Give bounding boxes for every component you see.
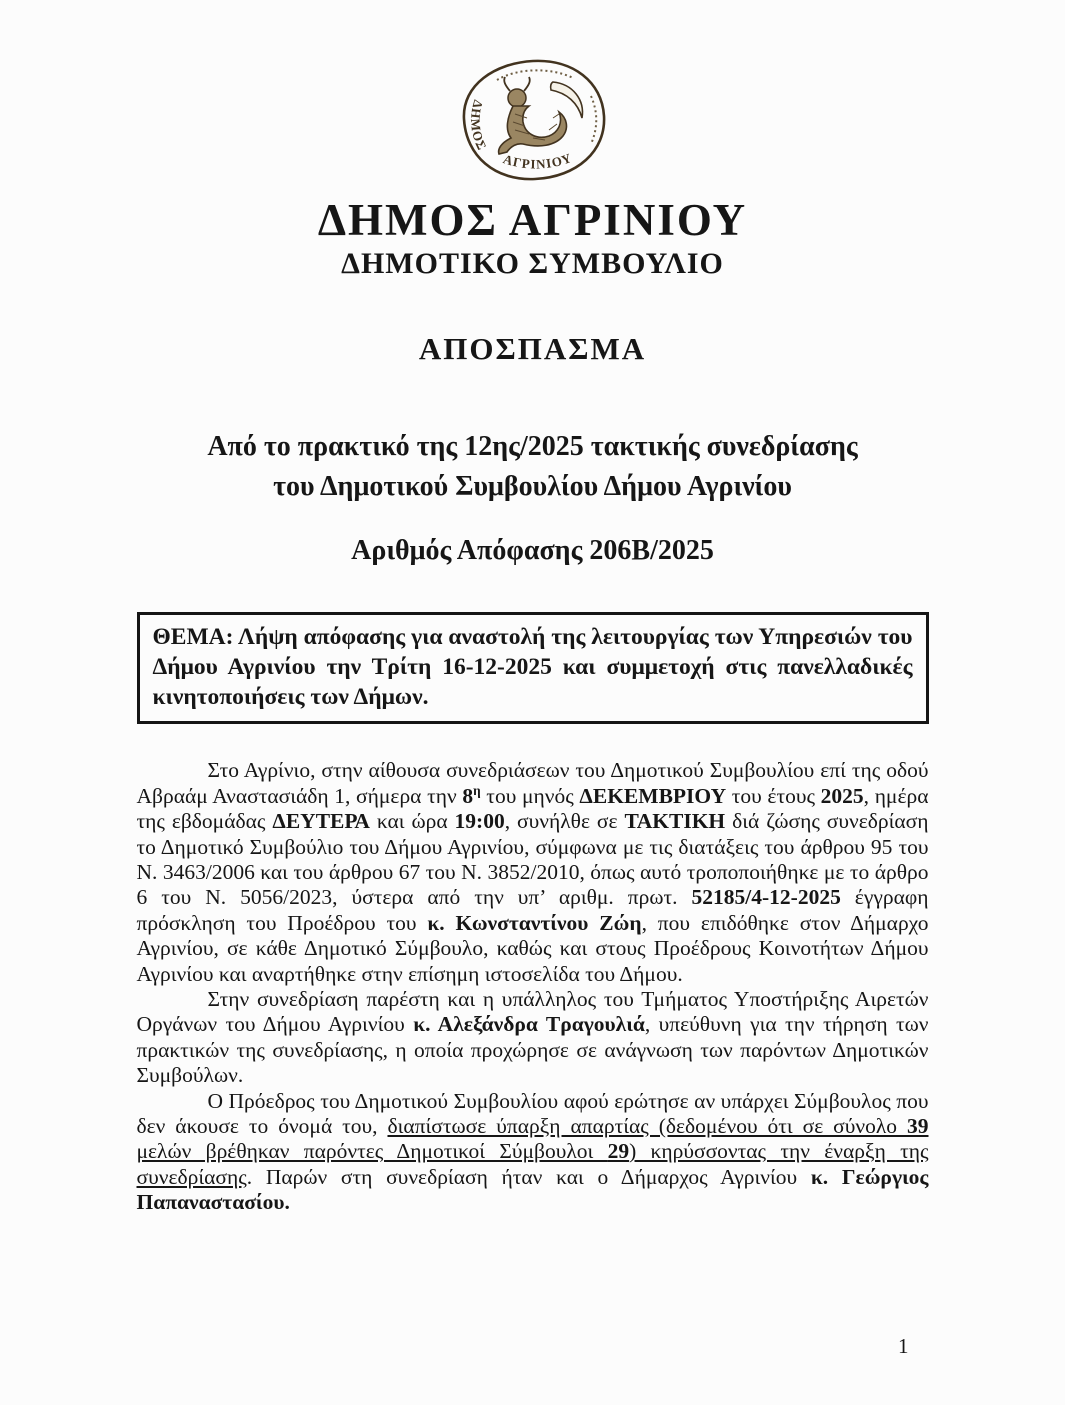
page-number: 1	[898, 1334, 909, 1358]
text-run: 2025	[820, 783, 864, 808]
text-run: 52185/4-12-2025	[691, 885, 841, 910]
text-run: κ. Αλεξάνδρα Τραγουλιά	[413, 1012, 645, 1037]
text-run: ΔΕΚΕΜΒΡΙΟΥ	[579, 783, 727, 808]
text-run: έγγραφη πρόσκληση του Προέδρου του	[136, 885, 929, 935]
text-run: διαπίστωσε ύπαρξη απαρτίας (δεδομένου ότι σε σύνολο	[387, 1114, 907, 1139]
text-run: 19:00	[454, 809, 505, 834]
body-text	[137, 758, 929, 1215]
text-run: η	[473, 782, 481, 798]
text-run: του μηνός	[480, 783, 580, 808]
svg-text:ΑΓΡΙΝΙΟΥ	[501, 150, 574, 172]
text-run: 8	[462, 783, 474, 808]
subject-box	[137, 612, 929, 724]
text-run: , που επιδόθηκε στον Δήμαρχο Αγρινίου, σε κάθε Δημοτικό Σύμβουλο, καθώς και στους Προέδρους Κοινοτήτων Δήμου Αγρινίου και αναρτήθηκε στην επίσημη ιστοσελίδα του Δήμου.	[136, 910, 929, 986]
text-run: Στο Αγρίνιο, στην αίθουσα συνεδριάσεων του Δημοτικού Συμβουλίου επί της οδού Αβραάμ Αναστασιάδη 1, σήμερα την	[136, 758, 929, 808]
municipality-title: ΔΗΜΟΣ ΑΓΡΙΝΙΟΥ	[317, 195, 748, 245]
text-run: 29	[607, 1139, 630, 1164]
seal-bottom-text: ΑΓΡΙΝΙΟΥ	[500, 149, 574, 172]
seal-left-text: ΔΗΜΟΣ	[467, 98, 490, 153]
text-run: 39	[907, 1114, 929, 1139]
text-run: μελών βρέθηκαν παρόντες Δημοτικοί Σύμβουλοι	[136, 1139, 608, 1164]
text-run: κ. Γεώργιος Παπαναστασίου.	[136, 1164, 929, 1215]
text-run: του έτους	[726, 783, 821, 808]
text-run: Ο Πρόεδρος του Δημοτικού Συμβουλίου αφού ερώτησε αν υπάρχει Σύμβουλος που δεν άκουσε το όνομά του,	[136, 1088, 929, 1139]
decision-number: Αριθμός Απόφασης 206Β/2025	[351, 535, 714, 567]
text-run: ) κηρύσσοντας την έναρξη της συνεδρίασης	[136, 1139, 929, 1189]
text-run: Στην συνεδρίαση παρέστη και η υπάλληλος του Τμήματος Υποστήριξης Αιρετών Οργάνων του Δήμου Αγρινίου	[136, 987, 929, 1037]
municipal-seal-logo	[0, 0, 1065, 187]
body-paragraph-1	[137, 758, 929, 987]
body-paragraph-3	[137, 1089, 929, 1216]
minutes-reference-line2: του Δημοτικού Συμβουλίου Δήμου Αγρινίου	[273, 471, 792, 503]
body-paragraph-2	[137, 987, 929, 1089]
text-run: , συνήλθε σε	[504, 809, 625, 834]
text-run: , ημέρα της εβδομάδας	[136, 783, 929, 834]
text-run: διά ζώσης συνεδρίαση το Δημοτικό Συμβούλιο του Δήμου Αγρινίου, σύμφωνα με τις διατάξεις του άρθρου 95 του Ν. 3463/2006 και του άρθρου 67 του Ν. 3852/2010, όπως αυτό τροποποιήθηκε με το άρθρο 6 του Ν. 5056/2023, ύστερα από την υπ’ αριθμ. πρωτ.	[136, 809, 929, 910]
text-run: κ. Κωνσταντίνου Ζώη	[427, 910, 642, 935]
minutes-reference-line1: Από το πρακτικό της 12ης/2025 τακτικής συνεδρίασης	[207, 431, 858, 463]
text-run: ΔΕΥΤΕΡΑ	[272, 809, 370, 834]
text-run: Λήψη απόφασης για αναστολή της λειτουργίας των Υπηρεσιών του Δήμου Αγρινίου την Τρίτη 16-12-2025 και συμμετοχή στις πανελλαδικές κινητοποιήσεις των Δήμων.	[152, 624, 913, 711]
text-run: , υπεύθυνη για την τήρηση των πρακτικών της συνεδρίασης, η οποία προχώρησε σε ανάγνωση των παρόντων Δημοτικών Συμβούλων.	[136, 1012, 929, 1088]
extract-heading: ΑΠΟΣΠΑΣΜΑ	[418, 331, 647, 367]
text-run: και ώρα	[369, 809, 455, 834]
text-run: ΘΕΜΑ:	[152, 624, 239, 651]
municipal-seal-icon	[457, 56, 609, 182]
council-subtitle: ΔΗΜΟΤΙΚΟ ΣΥΜΒΟΥΛΙΟ	[341, 247, 724, 281]
text-run: ΤΑΚΤΙΚΗ	[624, 809, 726, 834]
text-run: . Παρών στη συνεδρίαση ήταν και ο Δήμαρχος Αγρινίου	[246, 1164, 811, 1189]
